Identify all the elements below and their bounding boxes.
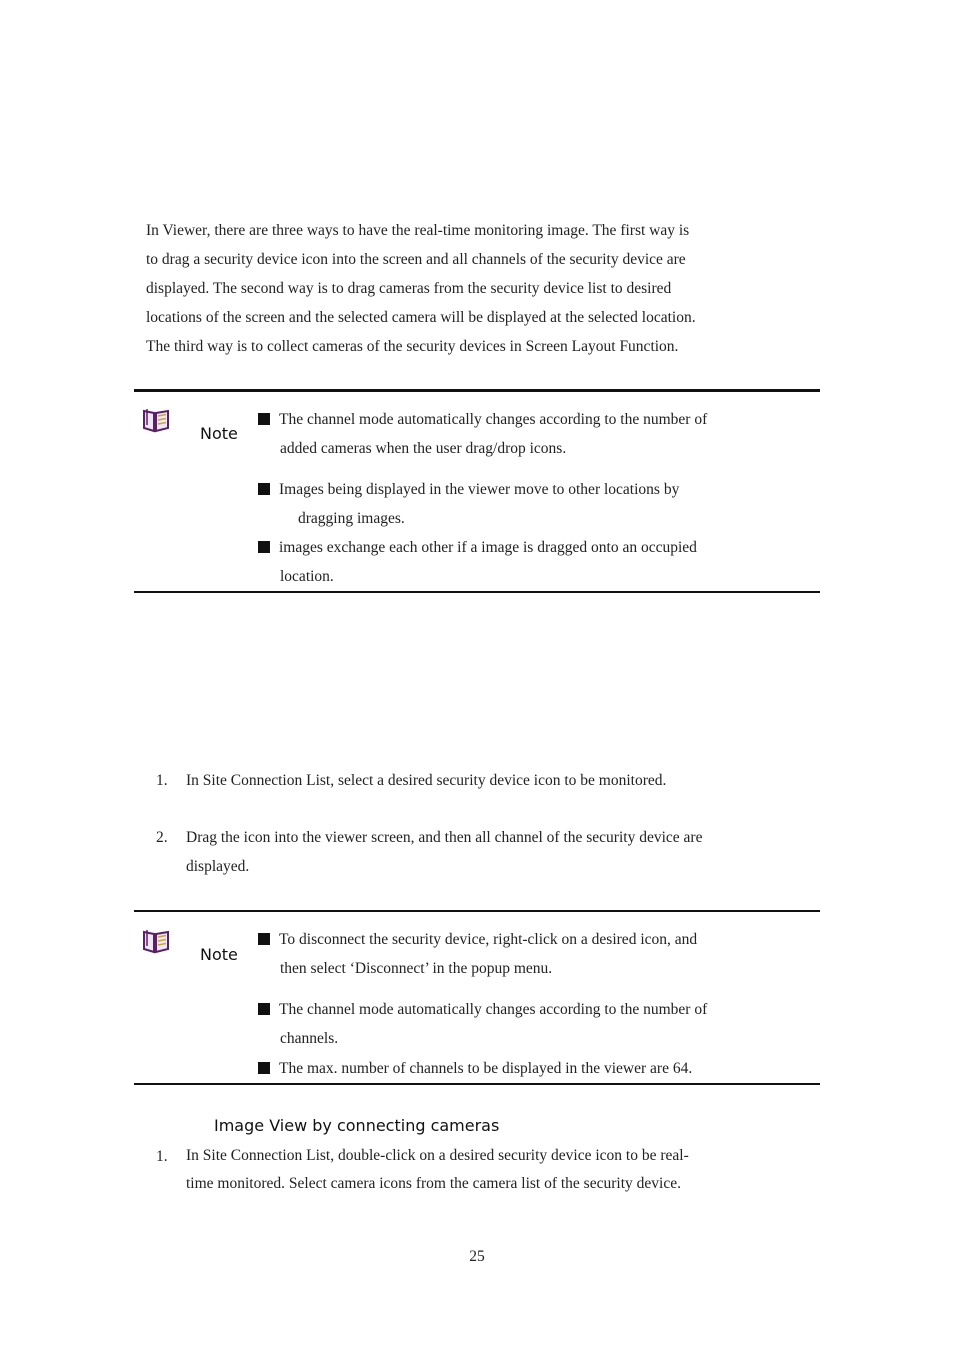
intro-line: In Viewer, there are three ways to have the real-time monitoring image. The first way is — [146, 222, 690, 239]
note-label: Note — [200, 945, 238, 964]
bullet-square-icon — [258, 1062, 270, 1074]
intro-line: locations of the screen and the selected camera will be displayed at the selected location. — [146, 309, 696, 326]
bullet-square-icon — [258, 413, 270, 425]
note-box-1 — [134, 389, 820, 593]
list-number: 1. — [156, 1148, 168, 1165]
intro-line: The third way is to collect cameras of the security devices in Screen Layout Function. — [146, 338, 679, 355]
note-label: Note — [200, 424, 238, 443]
note-bullet: The channel mode automatically changes according to the number of channels. — [258, 995, 812, 1053]
note-bullet: Images being displayed in the viewer move to other locations by dragging images. — [258, 475, 812, 533]
note-bullet: images exchange each other if a image is dragged onto an occupied location. — [258, 533, 812, 591]
list-number: 2. — [156, 829, 168, 846]
section-heading: Image View by connecting cameras — [214, 1116, 500, 1135]
page-number: 25 — [469, 1248, 485, 1265]
list-number: 1. — [156, 772, 168, 789]
intro-paragraph — [146, 216, 840, 361]
bullet-square-icon — [258, 541, 270, 553]
intro-line: to drag a security device icon into the screen and all channels of the security device are — [146, 251, 686, 268]
bullet-square-icon — [258, 483, 270, 495]
note-bullet: To disconnect the security device, right-click on a desired icon, and then select ‘Disconnect’ in the popup menu. — [258, 925, 812, 983]
bullet-square-icon — [258, 933, 270, 945]
book-icon — [142, 407, 170, 433]
note-box-2 — [134, 910, 820, 1085]
list-text: In Site Connection List, double-click on a desired security device icon to be real- time monitored. Select camera icons from the camera list of the security device. — [186, 1147, 689, 1192]
note-bullet: The max. number of channels to be displayed in the viewer are 64. — [258, 1054, 812, 1083]
intro-line: displayed. The second way is to drag cameras from the security device list to desired — [146, 280, 672, 297]
book-icon — [142, 928, 170, 954]
list-text: Drag the icon into the viewer screen, and then all channel of the security device are displayed. — [186, 829, 703, 875]
list-text: In Site Connection List, select a desired security device icon to be monitored. — [186, 772, 667, 789]
note-bullet: The channel mode automatically changes according to the number of added cameras when the user drag/drop icons. — [258, 405, 812, 463]
bullet-square-icon — [258, 1003, 270, 1015]
